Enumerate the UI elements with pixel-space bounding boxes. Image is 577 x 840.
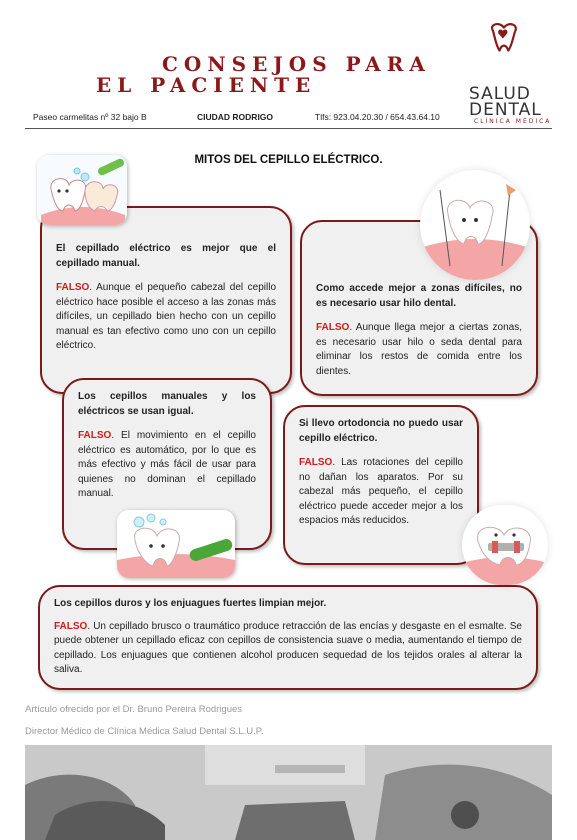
myth-answer: FALSO. Un cepillado brusco o traumático produce retracción de las encías y desgaste en el esmalte. Se puede obtener un cepillado eficaz con cepillos de consistencia suave o media, aumentando el tiempo de cepillado. Los enjuagues que contienen alcohol producen sequedad de los tejidos orales al alterar la saliva. <box>54 620 522 675</box>
phone-numbers: Tlfs: 923.04.20.30 / 654.43.64.10 <box>315 112 440 122</box>
myth-card-5 <box>38 585 538 690</box>
myth-question: Como accede mejor a zonas difíciles, no es necesario usar hilo dental. <box>316 283 522 309</box>
credit-line-1: Artículo ofrecido por el Dr. Bruno Pereira Rodrigues <box>25 704 243 715</box>
myth-card-1 <box>40 206 292 394</box>
tooth-brushing-icon <box>37 155 127 225</box>
myth-answer: FALSO. Aunque llega mejor a ciertas zonas, es necesario usar hilo o seda dental para eliminar los restos de comida entre los dientes. <box>316 322 522 377</box>
myth-question: El cepillado eléctrico es mejor que el cepillado manual. <box>56 243 276 269</box>
title-line-2: EL PACIENTE <box>96 73 317 97</box>
tooth-heart-logo <box>470 20 540 80</box>
falso-label: FALSO <box>316 322 350 333</box>
falso-label: FALSO <box>78 430 112 441</box>
myth-question: Los cepillos manuales y los eléctricos se usan igual. <box>78 391 256 417</box>
myth-answer: FALSO. El movimiento en el cepillo eléctrico es automático, por lo que es más efectivo y más fácil de usar para quienes no dominan el cepillado manual. <box>78 430 256 499</box>
brand-name-dental: DENTAL <box>469 100 542 120</box>
city: CIUDAD RODRIGO <box>197 112 274 122</box>
credit-line-2: Director Médico de Clínica Médica Salud Dental S.L.U.P. <box>25 726 264 737</box>
myth-answer: FALSO. Aunque el pequeño cabezal del cepillo eléctrico hace posible el acceso a las zonas más difíciles, un cepillado bien hecho con un cepillo manual es tan efectivo como uno con un cepillo eléctrico. <box>56 282 276 351</box>
myth-question: Si llevo ortodoncia no puedo usar cepillo eléctrico. <box>299 418 463 444</box>
tooth-bubbles-icon <box>117 510 235 578</box>
tooth-braces-icon <box>462 505 548 585</box>
brand-name-salud: SALUD <box>469 84 531 104</box>
falso-label: FALSO <box>54 620 88 632</box>
address: Paseo carmelitas nº 32 bajo B <box>33 112 147 122</box>
falso-label: FALSO <box>56 282 90 293</box>
title-line-1: CONSEJOS PARA <box>162 52 431 76</box>
section-heading: MITOS DEL CEPILLO ELÉCTRICO. <box>194 154 383 166</box>
brand-subtitle: CLÍNICA MÉDICA <box>474 118 552 125</box>
contact-bar <box>25 108 552 129</box>
clinic-photo <box>25 745 552 840</box>
falso-label: FALSO <box>299 457 333 468</box>
myth-question: Los cepillos duros y los enjuagues fuertes limpian mejor. <box>54 598 327 609</box>
tooth-floss-icon <box>420 170 530 280</box>
myth-card-4 <box>283 405 479 565</box>
myth-answer: FALSO. Las rotaciones del cepillo no dañan los aparatos. Por su cabezal más pequeño, el cepillo eléctrico puede acceder mejor a los espacios más reducidos. <box>299 457 463 526</box>
